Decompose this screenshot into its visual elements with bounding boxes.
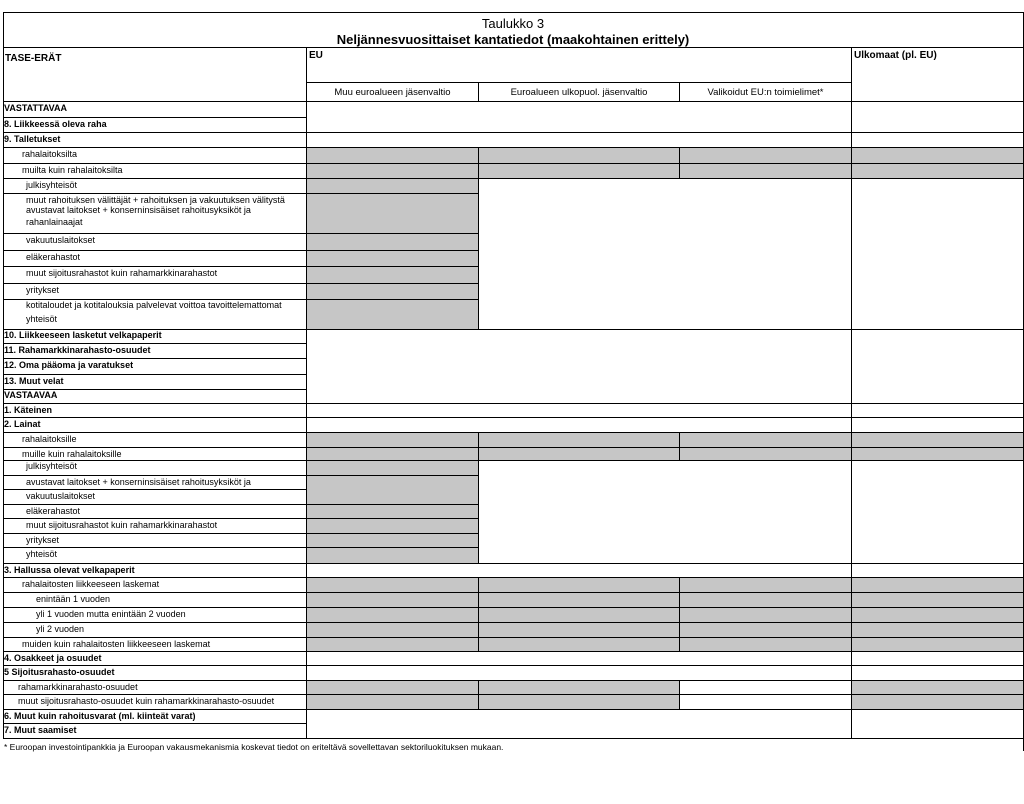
frame-top	[3, 12, 1024, 13]
col-sep	[478, 680, 479, 709]
shaded-cell	[852, 593, 1023, 607]
shaded-cell	[680, 608, 851, 622]
data-line	[306, 577, 1023, 578]
shaded-cell	[680, 433, 851, 447]
col-sep	[478, 460, 479, 563]
shaded-cell	[307, 695, 478, 709]
data-line	[306, 709, 1023, 710]
row-label: yhteisöt	[26, 549, 58, 559]
row-label: 7. Muut saamiset	[4, 725, 77, 735]
data-line	[306, 622, 1023, 623]
shaded-cell	[680, 148, 851, 163]
shaded-cell	[307, 148, 478, 163]
data-line	[306, 460, 1023, 461]
row-line	[3, 432, 306, 433]
data-line	[306, 533, 478, 534]
row-label: 1. Käteinen	[4, 405, 53, 415]
shaded-cell	[307, 461, 478, 475]
col-sep	[478, 432, 479, 460]
shaded-cell	[307, 234, 478, 250]
eu-right-line	[851, 47, 852, 101]
row-line	[3, 117, 306, 118]
shaded-cell	[307, 300, 478, 329]
shaded-cell	[852, 608, 1023, 622]
row-line	[3, 233, 306, 234]
label-col-line	[306, 101, 307, 738]
shaded-cell	[479, 623, 679, 637]
col-sep	[679, 577, 680, 651]
shaded-cell	[680, 638, 851, 651]
shaded-cell	[307, 548, 478, 563]
row-label: vakuutuslaitokset	[26, 491, 96, 501]
shaded-cell	[307, 433, 478, 447]
shaded-cell	[307, 164, 478, 178]
ulkomaat-header: Ulkomaat (pl. EU)	[854, 50, 937, 61]
shaded-cell	[680, 623, 851, 637]
shaded-cell	[479, 608, 679, 622]
shaded-cell	[479, 593, 679, 607]
row-line	[3, 651, 306, 652]
row-line	[3, 417, 306, 418]
row-line	[3, 694, 306, 695]
shaded-cell	[307, 476, 478, 504]
shaded-cell	[307, 251, 478, 266]
title-bottom-line	[3, 47, 1024, 48]
shaded-cell	[307, 623, 478, 637]
row-label: yli 2 vuoden	[36, 624, 85, 634]
row-line	[3, 374, 306, 375]
row-line	[3, 665, 306, 666]
row-line	[3, 723, 306, 724]
row-line	[3, 738, 306, 739]
row-label: VASTAAVAA	[4, 390, 58, 400]
row-line	[3, 343, 306, 344]
row-line	[3, 504, 306, 505]
row-line	[3, 577, 306, 578]
data-line	[306, 283, 478, 284]
data-line	[306, 432, 1023, 433]
shaded-cell	[479, 448, 679, 460]
data-line	[306, 694, 1023, 695]
row-label: 13. Muut velat	[4, 376, 64, 386]
shaded-cell	[479, 164, 679, 178]
section-line	[306, 417, 1023, 418]
shaded-cell	[307, 593, 478, 607]
col-sep	[679, 82, 680, 101]
row-line	[3, 533, 306, 534]
row-label: 5 Sijoitusrahasto-osuudet	[4, 667, 115, 677]
row-label: muiden kuin rahalaitosten liikkeeseen laskemat	[22, 639, 211, 649]
data-line	[306, 592, 1023, 593]
shaded-cell	[307, 194, 478, 233]
data-line	[306, 250, 478, 251]
col-sep	[478, 147, 479, 178]
shaded-cell	[479, 681, 679, 694]
data-line	[306, 475, 478, 476]
data-line	[306, 178, 1023, 179]
row-line	[3, 637, 306, 638]
row-line	[3, 489, 306, 490]
row-line	[3, 475, 306, 476]
row-line	[3, 547, 306, 548]
data-line	[306, 329, 478, 330]
shaded-cell	[852, 448, 1023, 460]
eu-header: EU	[309, 50, 323, 61]
footnote: * Euroopan investointipankkia ja Euroopan vakausmekanismia koskevat tiedot on eriteltävä sovellettavan sektoriluokituksen mukaan.	[4, 742, 504, 752]
row-label: julkisyhteisöt	[26, 461, 78, 471]
row-label: 4. Osakkeet ja osuudet	[4, 653, 102, 663]
row-line	[3, 147, 306, 148]
row-label: yritykset	[26, 535, 60, 545]
section-line	[306, 132, 1023, 133]
eu-left-line	[306, 47, 307, 101]
col-muu-euroalue: Muu euroalueen jäsenvaltio	[334, 87, 451, 98]
shaded-cell	[479, 695, 679, 709]
row-label: yhteisöt	[26, 314, 58, 324]
shaded-cell	[307, 578, 478, 592]
row-label: julkisyhteisöt	[26, 180, 78, 190]
row-line	[3, 403, 306, 404]
col-sep	[478, 82, 479, 101]
row-line	[3, 250, 306, 251]
row-label: 3. Hallussa olevat velkapaperit	[4, 565, 135, 575]
row-label: muilta kuin rahalaitoksilta	[22, 165, 123, 175]
row-label: vakuutuslaitokset	[26, 235, 96, 245]
row-line	[3, 518, 306, 519]
row-label: kotitaloudet ja kotitalouksia palvelevat voittoa tavoittelemattomat	[26, 300, 282, 310]
row-label: muut sijoitusrahastot kuin rahamarkkinarahastot	[26, 520, 218, 530]
shaded-cell	[307, 638, 478, 651]
data-line	[306, 299, 478, 300]
row-label: muut rahoituksen välittäjät + rahoituksen ja vakuutuksen välitystä	[26, 195, 285, 205]
shaded-cell	[307, 519, 478, 533]
col-eu-toimielimet: Valikoidut EU:n toimielimet*	[707, 87, 824, 98]
data-line	[306, 680, 1023, 681]
shaded-cell	[307, 448, 478, 460]
row-line	[3, 132, 306, 133]
shaded-cell	[307, 179, 478, 193]
data-line	[306, 637, 1023, 638]
row-line	[3, 622, 306, 623]
section-line	[306, 403, 1023, 404]
shaded-cell	[852, 623, 1023, 637]
row-line	[3, 563, 306, 564]
row-line	[3, 101, 306, 102]
row-line	[3, 358, 306, 359]
eu-subheader-line	[306, 82, 851, 83]
row-label: 10. Liikkeeseen lasketut velkapaperit	[4, 330, 162, 340]
col-euroalueen-ulkopuoli: Euroalueen ulkopuol. jäsenvaltio	[510, 87, 648, 98]
row-label: avustavat laitokset + konserninsisäiset rahoitusyksiköt ja	[26, 477, 251, 487]
row-line	[3, 163, 306, 164]
row-line	[3, 266, 306, 267]
shaded-cell	[479, 638, 679, 651]
shaded-cell	[680, 448, 851, 460]
shaded-cell	[479, 433, 679, 447]
shaded-cell	[307, 267, 478, 283]
row-label: yritykset	[26, 285, 60, 295]
shaded-cell	[680, 593, 851, 607]
tase-header: TASE-ERÄT	[5, 53, 62, 64]
col-sep	[679, 432, 680, 460]
data-line	[306, 447, 1023, 448]
row-label: rahalaitosten liikkeeseen laskemat	[22, 579, 160, 589]
data-line	[306, 607, 1023, 608]
row-line	[3, 709, 306, 710]
data-line	[306, 518, 478, 519]
row-line	[3, 607, 306, 608]
data-line	[306, 233, 478, 234]
row-line	[3, 178, 306, 179]
data-line	[306, 504, 478, 505]
shaded-cell	[307, 284, 478, 299]
shaded-cell	[852, 164, 1023, 178]
row-line	[3, 193, 306, 194]
row-label: VASTATTAVAA	[4, 103, 67, 113]
row-line	[3, 447, 306, 448]
row-line	[3, 592, 306, 593]
data-line	[306, 193, 478, 194]
row-label: muut sijoitusrahasto-osuudet kuin rahamarkkinarahasto-osuudet	[18, 696, 275, 706]
row-label: enintään 1 vuoden	[36, 594, 111, 604]
row-label: rahalaitoksille	[22, 434, 77, 444]
row-label: eläkerahastot	[26, 252, 81, 262]
shaded-cell	[307, 681, 478, 694]
eu-col-right-line	[851, 101, 852, 738]
row-label: avustavat laitokset + konserninsisäiset rahoitusyksiköt ja	[26, 205, 251, 215]
col-sep	[478, 577, 479, 651]
row-label: muut sijoitusrahastot kuin rahamarkkinarahastot	[26, 268, 218, 278]
row-label: rahanlainaajat	[26, 217, 83, 227]
row-label: rahamarkkinarahasto-osuudet	[18, 682, 138, 692]
col-sep	[478, 178, 479, 329]
shaded-cell	[680, 164, 851, 178]
col-sep	[679, 147, 680, 178]
shaded-cell	[680, 578, 851, 592]
row-label: 6. Muut kuin rahoitusvarat (ml. kiinteät varat)	[4, 711, 196, 721]
shaded-cell	[307, 608, 478, 622]
shaded-cell	[307, 505, 478, 518]
shaded-cell	[852, 433, 1023, 447]
data-line	[306, 563, 478, 564]
table-number: Taulukko 3	[481, 16, 545, 31]
table-title: Neljännesvuosittaiset kantatiedot (maakohtainen erittely)	[336, 32, 690, 47]
data-line	[306, 651, 1023, 652]
data-line	[306, 147, 1023, 148]
shaded-cell	[852, 695, 1023, 709]
data-line	[306, 266, 478, 267]
shaded-cell	[307, 534, 478, 547]
row-label: rahalaitoksilta	[22, 149, 78, 159]
row-label: 12. Oma pääoma ja varatukset	[4, 360, 134, 370]
row-line	[3, 283, 306, 284]
row-label: muille kuin rahalaitoksille	[22, 449, 122, 459]
shaded-cell	[852, 681, 1023, 694]
row-label: 8. Liikkeessä oleva raha	[4, 119, 107, 129]
shaded-cell	[852, 638, 1023, 651]
row-label: 2. Lainat	[4, 419, 41, 429]
col-sep	[679, 680, 680, 709]
row-label: yli 1 vuoden mutta enintään 2 vuoden	[36, 609, 186, 619]
row-label: eläkerahastot	[26, 506, 81, 516]
row-line	[3, 680, 306, 681]
row-label: 11. Rahamarkkinarahasto-osuudet	[4, 345, 151, 355]
row-label: 9. Talletukset	[4, 134, 61, 144]
section-line	[306, 665, 1023, 666]
data-line	[306, 163, 1023, 164]
shaded-cell	[852, 578, 1023, 592]
data-line	[306, 547, 478, 548]
shaded-cell	[479, 148, 679, 163]
shaded-cell	[479, 578, 679, 592]
shaded-cell	[852, 148, 1023, 163]
